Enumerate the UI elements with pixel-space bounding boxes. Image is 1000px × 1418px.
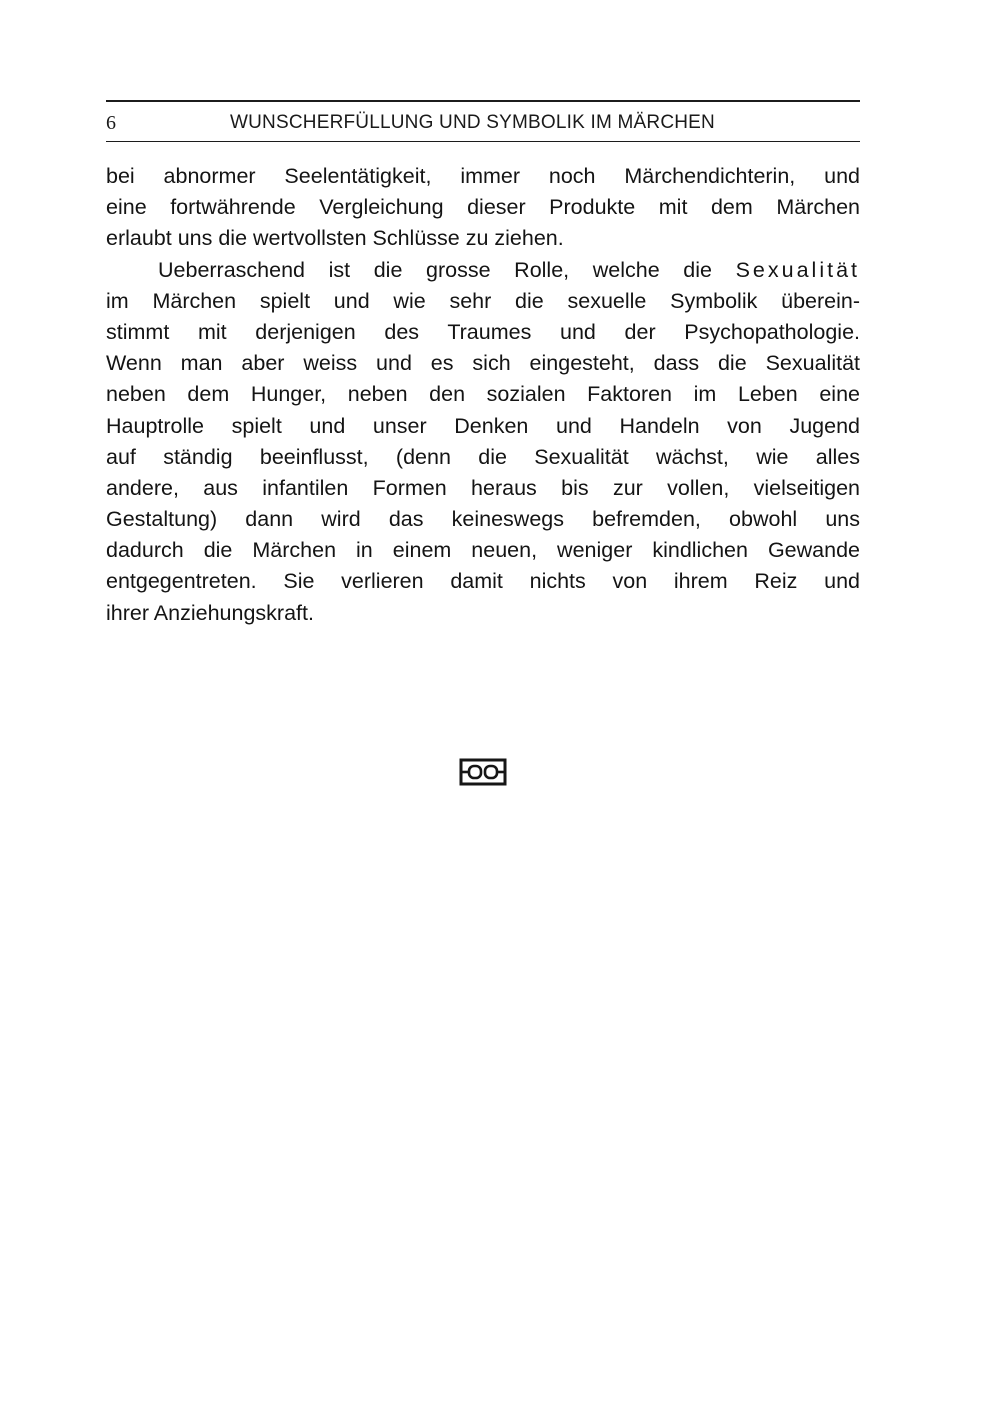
text-line: erlaubt uns die wertvollsten Schlüsse zu ziehen. — [106, 226, 564, 251]
text-line: Hauptrolle spielt und unser Denken und Handeln von Jugend — [106, 413, 860, 438]
text-line: neben dem Hunger, neben den sozialen Faktoren im Leben eine — [106, 382, 860, 407]
text-line: bei abnormer Seelentätigkeit, immer noch Märchendichterin, und — [106, 164, 860, 188]
emphasized-word: Sexualität — [735, 257, 860, 282]
text-line: eine fortwährende Vergleichung dieser Produkte mit dem Märchen — [106, 195, 860, 220]
text-line: andere, aus infantilen Formen heraus bis zur vollen, vielseitigen — [106, 475, 860, 500]
body-text — [106, 161, 860, 629]
header-rule-top — [106, 100, 860, 102]
text-line: im Märchen spielt und wie sehr die sexuelle Symbolik überein- — [106, 288, 860, 313]
text-line: stimmt mit derjenigen des Traumes und der Psychopathologie. — [106, 319, 860, 344]
text-line: auf ständig beeinflusst, (denn die Sexualität wächst, wie alles — [106, 444, 860, 469]
header-rule-bottom — [106, 141, 860, 142]
text-line: ihrer Anziehungskraft. — [106, 600, 314, 625]
text-line: Gestaltung) dann wird das keineswegs befremden, obwohl uns — [106, 507, 860, 532]
text-line: dadurch die Märchen in einem neuen, weniger kindlichen Gewande — [106, 538, 860, 563]
end-ornament-icon — [459, 757, 507, 787]
text-line-first — [106, 255, 860, 286]
paragraph-2 — [106, 255, 860, 629]
running-head — [106, 106, 860, 140]
text-line: entgegentreten. Sie verlieren damit nichts von ihrem Reiz und — [106, 569, 860, 594]
paragraph-1 — [106, 161, 860, 255]
text-run: Ueberraschend ist die grosse Rolle, welche die — [158, 257, 736, 282]
text-line: Wenn man aber weiss und es sich eingesteht, dass die Sexualität — [106, 351, 860, 376]
page-number: 6 — [106, 112, 116, 134]
running-title: WUNSCHERFÜLLUNG UND SYMBOLIK IM MÄRCHEN — [230, 112, 715, 133]
